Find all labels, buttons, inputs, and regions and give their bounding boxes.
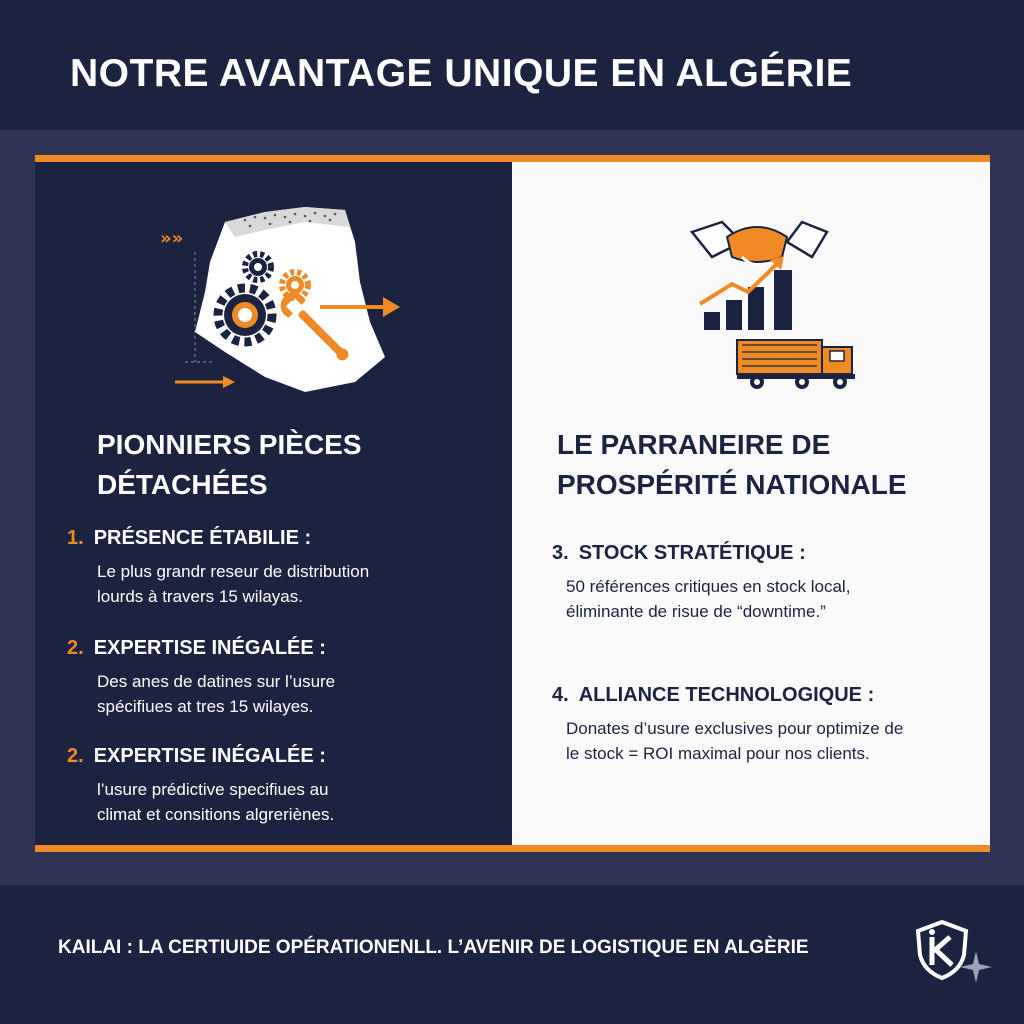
item-title: STOCK STRATÉTIQUE : — [578, 542, 806, 564]
item-description: l’usure prédictive specifiues au climat et consitions algreriènes. — [97, 780, 335, 824]
item-title: PRÉSENCE ÉTABILIE : — [93, 527, 312, 549]
left-panel — [35, 162, 512, 845]
handshake-growth-chart-truck-icon — [682, 212, 872, 392]
item-number: 2. — [67, 745, 84, 767]
advantage-item-1-title — [67, 525, 369, 551]
advantage-item-3-title — [67, 743, 334, 769]
right-heading-text: LE PARRANEIRE DE PROSPÉRITÉ NATIONALE — [557, 429, 907, 500]
advantage-item-4 — [552, 540, 850, 624]
advantage-item-4-title — [552, 540, 850, 566]
advantage-item-2 — [67, 635, 335, 719]
advantage-item-2-title — [67, 635, 335, 661]
item-number: 2. — [67, 637, 84, 659]
advantage-item-5 — [552, 682, 903, 766]
item-description: Des anes de datines sur l’usure spécifiues at tres 15 wilayes. — [97, 672, 336, 716]
accent-rule-top — [35, 155, 990, 162]
item-title: ALLIANCE TECHNOLOGIQUE : — [578, 684, 875, 706]
item-number: 3. — [552, 542, 569, 564]
sparkle-icon — [960, 951, 992, 983]
svg-text:»»: »» — [160, 228, 184, 249]
advantage-item-1 — [67, 525, 369, 609]
left-panel-heading — [97, 425, 457, 505]
item-description: 50 références critiques en stock local, éliminante de risue de “downtime.” — [566, 577, 851, 621]
item-description: Le plus grandr reseur de distribution lourds à travers 15 wilayas. — [97, 562, 370, 606]
left-heading-text: PIONNIERS PIÈCES DÉTACHÉES — [97, 429, 362, 500]
page-title: NOTRE AVANTAGE UNIQUE EN ALGÉRIE — [70, 52, 853, 95]
item-description: Donates d’usure exclusives pour optimize de le stock = ROI maximal pour nos clients. — [566, 719, 904, 763]
advantage-item-5-title — [552, 682, 903, 708]
item-number: 4. — [552, 684, 569, 706]
item-title: EXPERTISE INÉGALÉE : — [93, 745, 326, 767]
header-band — [0, 0, 1024, 130]
advantage-item-3 — [67, 743, 334, 827]
right-panel — [512, 162, 990, 845]
algeria-map-gears-wrench-icon — [155, 182, 415, 412]
right-panel-heading — [557, 425, 977, 505]
footer-band — [0, 885, 1024, 1024]
footer-tagline: KAILAI : LA CERTIUIDE OPÉRATIONENLL. L’AVENIR DE LOGISTIQUE EN ALGÈRIE — [58, 937, 809, 958]
content-panels — [35, 155, 990, 852]
accent-rule-bottom — [35, 845, 990, 852]
item-number: 1. — [67, 527, 84, 549]
item-title: EXPERTISE INÉGALÉE : — [93, 637, 326, 659]
